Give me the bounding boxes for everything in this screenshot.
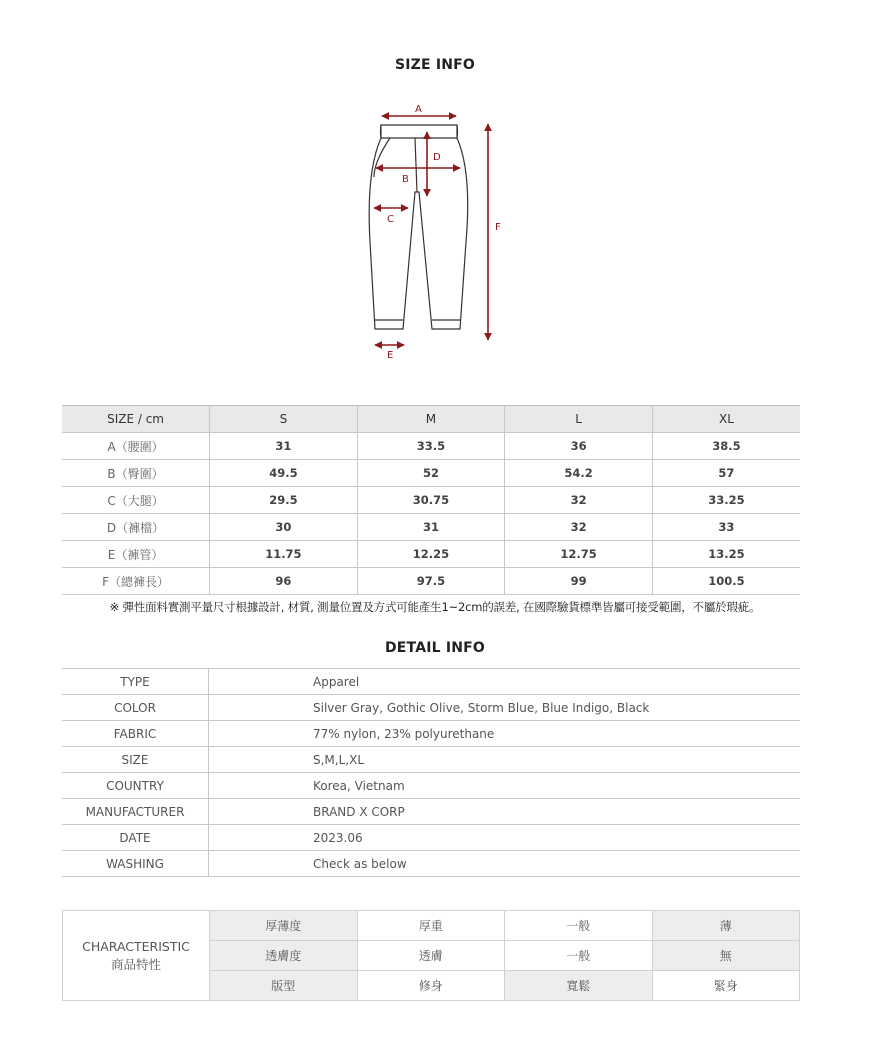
characteristic-option: 厚重	[357, 911, 505, 941]
detail-value: Korea, Vietnam	[209, 773, 801, 799]
diagram-label-e: E	[387, 350, 394, 361]
size-table-row	[62, 433, 800, 460]
measurement-value: 52	[357, 460, 505, 487]
measurement-value: 33	[652, 514, 800, 541]
size-table-row	[62, 541, 800, 568]
detail-value: 2023.06	[209, 825, 801, 851]
measurement-value: 11.75	[210, 541, 358, 568]
detail-table	[62, 668, 800, 877]
measurement-label: A（腰圍）	[62, 433, 210, 460]
detail-value: Apparel	[209, 669, 801, 695]
measurement-value: 30.75	[357, 487, 505, 514]
characteristic-option: 緊身	[652, 971, 800, 1001]
size-column-header: XL	[652, 406, 800, 433]
measurement-value: 100.5	[652, 568, 800, 595]
detail-value: Silver Gray, Gothic Olive, Storm Blue, Blue Indigo, Black	[209, 695, 801, 721]
detail-key: FABRIC	[62, 721, 209, 747]
measurement-value: 31	[210, 433, 358, 460]
detail-row	[62, 669, 800, 695]
measurement-value: 31	[357, 514, 505, 541]
detail-key: WASHING	[62, 851, 209, 877]
characteristic-option: 寬鬆	[505, 971, 653, 1001]
characteristic-header-en: CHARACTERISTIC	[82, 938, 190, 954]
size-column-header: SIZE / cm	[62, 406, 210, 433]
detail-row	[62, 851, 800, 877]
detail-row	[62, 799, 800, 825]
detail-row	[62, 773, 800, 799]
measurement-value: 32	[505, 514, 653, 541]
characteristic-row	[63, 911, 800, 941]
detail-value: 77% nylon, 23% polyurethane	[209, 721, 801, 747]
detail-key: SIZE	[62, 747, 209, 773]
characteristic-header	[63, 911, 210, 1001]
detail-key: COUNTRY	[62, 773, 209, 799]
characteristic-option: 無	[652, 941, 800, 971]
detail-row	[62, 825, 800, 851]
detail-value: S,M,L,XL	[209, 747, 801, 773]
pants-measurement-diagram	[360, 92, 510, 362]
characteristic-option: 透膚	[357, 941, 505, 971]
size-table-row	[62, 568, 800, 595]
measurement-value: 54.2	[505, 460, 653, 487]
measurement-value: 99	[505, 568, 653, 595]
measurement-value: 30	[210, 514, 358, 541]
diagram-label-b: B	[402, 174, 409, 185]
measurement-value: 57	[652, 460, 800, 487]
detail-key: COLOR	[62, 695, 209, 721]
characteristic-category: 厚薄度	[210, 911, 358, 941]
measurement-value: 12.75	[505, 541, 653, 568]
size-table-header	[62, 406, 800, 433]
detail-key: TYPE	[62, 669, 209, 695]
diagram-label-a: A	[415, 104, 422, 115]
size-table	[62, 405, 800, 595]
size-info-title: SIZE INFO	[394, 57, 476, 73]
characteristic-header-zh: 商品特性	[110, 956, 161, 972]
diagram-label-c: C	[387, 214, 394, 225]
size-column-header: S	[210, 406, 358, 433]
characteristic-category: 版型	[210, 971, 358, 1001]
characteristic-table	[62, 910, 800, 1001]
measurement-label: F（總褲長）	[62, 568, 210, 595]
detail-info-title: DETAIL INFO	[384, 640, 486, 656]
size-column-header: L	[505, 406, 653, 433]
size-tolerance-note: ※ 彈性面料實測平量尺寸根據設計, 材質, 測量位置及方式可能產生1~2cm的誤差, 在國際驗貨標準皆屬可接受範圍，不屬於瑕疵。	[109, 600, 761, 614]
measurement-value: 13.25	[652, 541, 800, 568]
detail-key: MANUFACTURER	[62, 799, 209, 825]
measurement-label: C（大腿）	[62, 487, 210, 514]
characteristic-option: 一般	[505, 911, 653, 941]
measurement-value: 36	[505, 433, 653, 460]
diagram-label-f: F	[495, 222, 501, 233]
characteristic-option: 修身	[357, 971, 505, 1001]
detail-row	[62, 747, 800, 773]
measurement-label: E（褲管）	[62, 541, 210, 568]
measurement-label: B（臀圍）	[62, 460, 210, 487]
characteristic-category: 透膚度	[210, 941, 358, 971]
characteristic-option: 一般	[505, 941, 653, 971]
size-table-row	[62, 514, 800, 541]
size-table-row	[62, 460, 800, 487]
detail-row	[62, 695, 800, 721]
characteristic-option: 薄	[652, 911, 800, 941]
measurement-value: 32	[505, 487, 653, 514]
detail-value: Check as below	[209, 851, 801, 877]
pants-outline	[369, 125, 468, 329]
size-table-row	[62, 487, 800, 514]
measurement-label: D（褲檔）	[62, 514, 210, 541]
measurement-value: 29.5	[210, 487, 358, 514]
size-column-header: M	[357, 406, 505, 433]
detail-value: BRAND X CORP	[209, 799, 801, 825]
measurement-value: 33.25	[652, 487, 800, 514]
measurement-value: 33.5	[357, 433, 505, 460]
detail-row	[62, 721, 800, 747]
measurement-value: 49.5	[210, 460, 358, 487]
measurement-value: 12.25	[357, 541, 505, 568]
measurement-value: 38.5	[652, 433, 800, 460]
measurement-value: 96	[210, 568, 358, 595]
measurement-value: 97.5	[357, 568, 505, 595]
diagram-label-d: D	[433, 152, 441, 163]
detail-key: DATE	[62, 825, 209, 851]
